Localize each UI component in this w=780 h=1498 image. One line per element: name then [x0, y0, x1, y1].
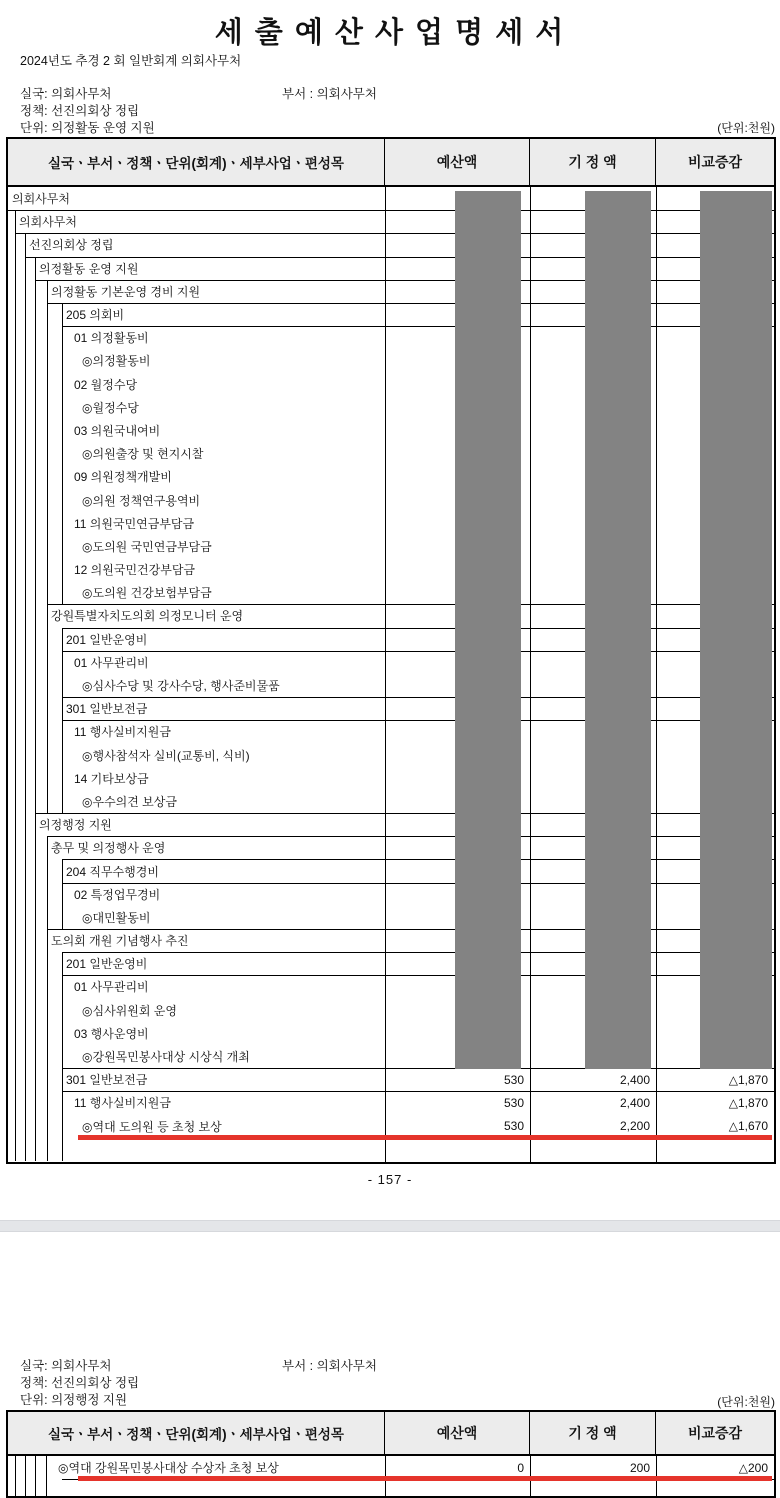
row-label: 205 의회비	[66, 308, 125, 323]
redaction-bar	[585, 191, 651, 1069]
table-row	[8, 1068, 774, 1091]
redaction-bar	[700, 191, 772, 1069]
table-row	[8, 883, 774, 906]
row-label: 204 직무수행경비	[66, 864, 159, 879]
header-budget-amount: 예산액	[385, 1412, 530, 1454]
row-label: ◎의원출장 및 현지시찰	[82, 447, 204, 462]
red-underline-annotation	[78, 1135, 772, 1140]
header-difference: 비교증감	[687, 1425, 743, 1441]
cell-value: 0	[517, 1460, 524, 1475]
red-underline-annotation	[78, 1476, 772, 1481]
row-label: 14 기타보상금	[74, 771, 149, 786]
budget-table-2	[6, 1410, 776, 1498]
table-row	[8, 1022, 774, 1045]
header-budget-amount: 예산액	[385, 139, 530, 185]
row-label: 11 행사실비지원금	[74, 725, 171, 740]
table-row	[8, 790, 774, 813]
table-row	[8, 1045, 774, 1068]
page-separator-band	[0, 1220, 780, 1232]
row-label: 11 행사실비지원금	[74, 1096, 171, 1111]
table-row	[8, 975, 774, 998]
row-label: ◎도의원 국민연금부담금	[82, 539, 212, 554]
meta-silguk: 실국: 의회사무처	[20, 87, 112, 101]
table-row	[8, 535, 774, 558]
table-header-row	[8, 139, 774, 187]
table-row	[8, 257, 774, 280]
cell-value: 530	[503, 1119, 524, 1134]
row-label: ◎의원 정책연구용역비	[82, 493, 201, 508]
row-label: ◎월정수당	[82, 400, 139, 415]
table-row	[8, 697, 774, 720]
column-separator	[385, 187, 386, 1162]
unit-note: (단위:천원)	[717, 1395, 775, 1409]
table-row	[8, 187, 774, 210]
row-label: ◎역대 도의원 등 초청 보상	[82, 1119, 222, 1134]
table-row	[8, 465, 774, 488]
column-separator	[530, 187, 531, 1162]
table-row	[8, 210, 774, 233]
row-label: ◎심사수당 및 강사수당, 행사준비물품	[82, 679, 280, 694]
row-label: 09 의원정책개발비	[74, 470, 172, 485]
meta-buseo: 부서 : 의회사무처	[282, 1359, 377, 1373]
cell-value: △1,870	[728, 1095, 768, 1110]
cell-value: 2,400	[619, 1072, 650, 1087]
table-row	[8, 512, 774, 535]
document-title: 세 출 예 산 사 업 명 세 서	[214, 17, 566, 49]
row-label: 의회사무처	[12, 192, 70, 207]
table-row	[8, 952, 774, 975]
meta-danwi: 단위: 의정행정 지원	[20, 1393, 128, 1407]
table-row	[8, 859, 774, 882]
cell-value: 530	[503, 1095, 524, 1110]
header-hierarchy-column: 실국ㆍ부서ㆍ정책ㆍ단위(회계)ㆍ세부사업ㆍ편성목	[8, 139, 385, 185]
row-label: 301 일반보전금	[66, 702, 148, 717]
table-row	[8, 581, 774, 604]
cell-value: 2,200	[619, 1119, 650, 1134]
cell-value: △200	[738, 1460, 768, 1475]
row-label: 11 의원국민연금부담금	[74, 516, 195, 531]
table-row	[8, 906, 774, 929]
page-number: - 157 -	[367, 1172, 413, 1187]
table-row	[8, 349, 774, 372]
row-label: 의정활동 기본운영 경비 지원	[51, 284, 201, 299]
row-label: 201 일반운영비	[66, 957, 148, 972]
table-row	[8, 303, 774, 326]
row-label: ◎역대 강원목민봉사대상 수상자 초청 보상	[58, 1461, 279, 1476]
header-previous-amount: 기 정 액	[530, 1412, 656, 1454]
table-row	[8, 326, 774, 349]
table-body	[8, 1456, 774, 1496]
row-label: ◎우수의견 보상금	[82, 794, 177, 809]
row-label: 02 특정업무경비	[74, 887, 161, 902]
row-label: 의정행정 지원	[39, 818, 112, 833]
cell-value: 200	[629, 1460, 650, 1475]
row-label: 01 사무관리비	[74, 655, 149, 670]
row-label: 도의회 개원 기념행사 추진	[51, 934, 189, 949]
row-label: 201 일반운영비	[66, 632, 148, 647]
header-hierarchy-column: 실국ㆍ부서ㆍ정책ㆍ단위(회계)ㆍ세부사업ㆍ편성목	[8, 1412, 385, 1454]
row-label: 12 의원국민건강부담금	[74, 563, 196, 578]
cell-value: 530	[503, 1072, 524, 1087]
row-label: 02 월정수당	[74, 377, 138, 392]
row-label: 01 의정활동비	[74, 331, 149, 346]
table-row	[8, 442, 774, 465]
row-label: 의회사무처	[19, 215, 77, 230]
table-row-partial	[8, 1479, 774, 1496]
table-row	[8, 813, 774, 836]
row-label: 의정활동 운영 지원	[39, 261, 139, 276]
header-difference: 비교증감	[687, 154, 743, 170]
meta-danwi: 단위: 의정활동 운영 지원	[20, 121, 155, 135]
table-row	[8, 419, 774, 442]
table-row	[8, 999, 774, 1022]
unit-note: (단위:천원)	[717, 121, 775, 135]
table-row-empty	[8, 1138, 774, 1161]
row-label: 03 행사운영비	[74, 1026, 149, 1041]
row-label: ◎의정활동비	[82, 354, 151, 369]
meta-jeongchaek: 정책: 선진의회상 정립	[20, 1376, 140, 1390]
table-row	[8, 744, 774, 767]
table-row	[8, 651, 774, 674]
table-row	[8, 720, 774, 743]
table-row	[8, 233, 774, 256]
table-row	[8, 628, 774, 651]
row-label: ◎행사참석자 실비(교통비, 식비)	[82, 748, 250, 763]
column-separator	[656, 187, 657, 1162]
row-label: 선진의회상 정립	[29, 238, 114, 253]
document-subtitle: 2024년도 추경 2 회 일반회계 의회사무처	[20, 54, 242, 68]
table-row	[8, 396, 774, 419]
table-body	[8, 187, 774, 1162]
row-label: 03 의원국내여비	[74, 423, 161, 438]
meta-jeongchaek: 정책: 선진의회상 정립	[20, 104, 140, 118]
budget-table-1	[6, 137, 776, 1164]
cell-value: △1,870	[728, 1072, 768, 1087]
cell-value: 2,400	[619, 1095, 650, 1110]
cell-value: △1,670	[728, 1119, 768, 1134]
meta-buseo: 부서 : 의회사무처	[282, 87, 377, 101]
table-row	[8, 604, 774, 627]
row-label: 강원특별자치도의회 의정모니터 운영	[51, 609, 244, 624]
row-label: ◎대민활동비	[82, 910, 151, 925]
meta-silguk: 실국: 의회사무처	[20, 1359, 112, 1373]
row-label: 301 일반보전금	[66, 1073, 148, 1088]
header-previous-amount: 기 정 액	[530, 139, 656, 185]
table-row	[8, 767, 774, 790]
table-row	[8, 836, 774, 859]
row-label: ◎강원목민봉사대상 시상식 개최	[82, 1050, 250, 1065]
table-row	[8, 488, 774, 511]
table-row	[8, 1091, 774, 1114]
table-row	[8, 558, 774, 581]
table-row	[8, 373, 774, 396]
table-row	[8, 929, 774, 952]
table-header-row	[8, 1412, 774, 1456]
table-row	[8, 280, 774, 303]
row-label: ◎도의원 건강보험부담금	[82, 586, 212, 601]
row-label: 01 사무관리비	[74, 980, 149, 995]
table-row	[8, 674, 774, 697]
row-label: ◎심사위원회 운영	[82, 1003, 177, 1018]
redaction-bar	[455, 191, 521, 1069]
row-label: 총무 및 의정행사 운영	[51, 841, 166, 856]
